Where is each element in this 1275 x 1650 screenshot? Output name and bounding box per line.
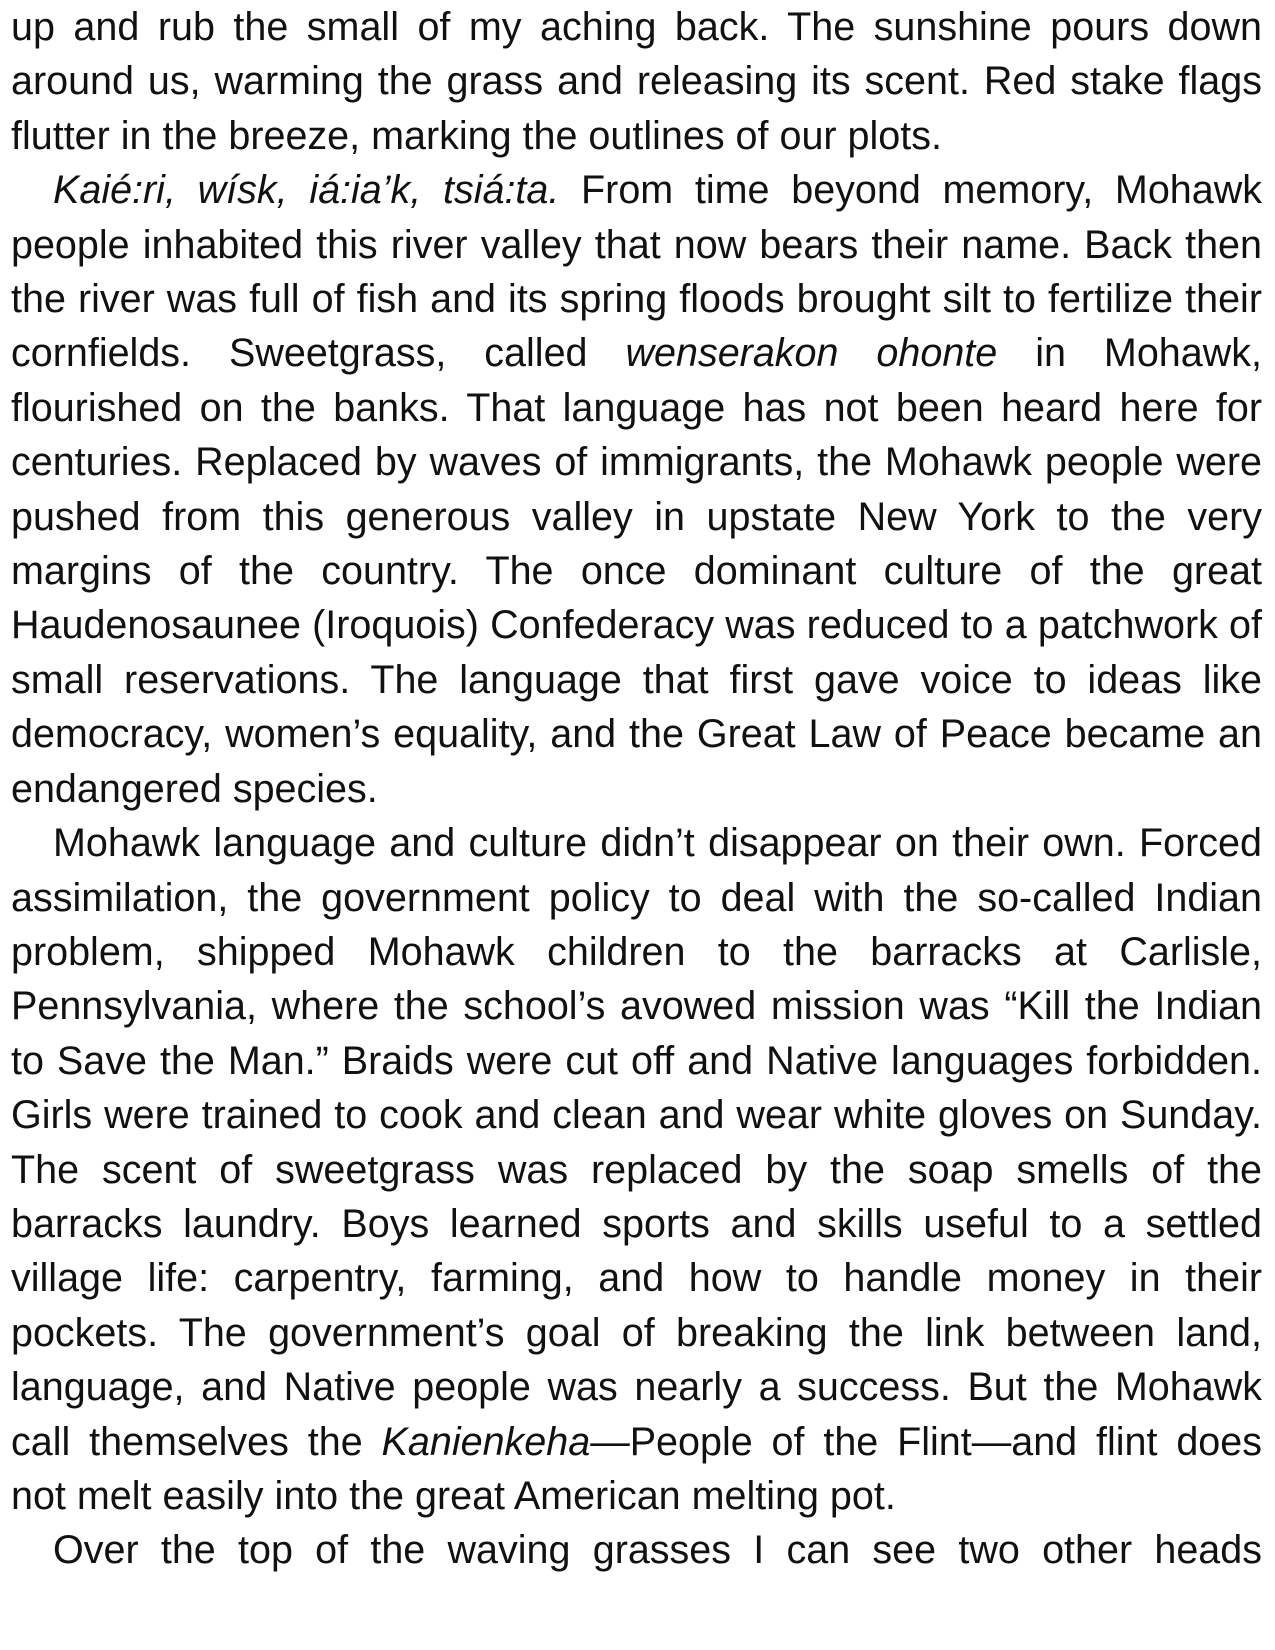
italic-run-kanienkeha: Kanienkeha [381, 1419, 591, 1464]
italic-run-sweetgrass-mohawk: wenserakon ohonte [625, 331, 998, 376]
text-run: in Mohawk, flourished on the banks. That language has not been heard here for centuries. Replaced by waves of immigrants, the Mohawk people were pushed from this generous valley in upstate New York to the very margins of the country. The once dominant culture of the great Haudenosaunee (Iroquois) Confederacy was reduced to a patchwork of small reservations. The language that first gave voice to ideas like democracy, women’s equality, and the Great Law of Peace became an endangered species. [11, 331, 1262, 811]
paragraph-3 [11, 816, 1262, 1523]
paragraph-2 [11, 163, 1262, 816]
text-run: up and rub the small of my aching back. The sunshine pours down around us, warming the grass and releasing its scent. Red stake flags flutter in the breeze, marking the outlines of our plots. [11, 5, 1262, 158]
text-run: Over the top of the waving grasses I can see two other heads [53, 1528, 1262, 1573]
text-run: Mohawk language and culture didn’t disappear on their own. Forced assimilation, the government policy to deal with the so-called Indian problem, shipped Mohawk children to the barracks at Carlisle, Pennsylvania, where the school’s avowed mission was “Kill the Indian to Save the Man.” Braids were cut off and Native languages forbidden. Girls were trained to cook and clean and wear white gloves on Sunday. The scent of sweetgrass was replaced by the soap smells of the barracks laundry. Boys learned sports and skills useful to a settled village life: carpentry, farming, and how to handle money in their pockets. The government’s goal of breaking the link between land, language, and Native people was nearly a success. But the Mohawk call themselves the [11, 821, 1262, 1464]
text-run: From time beyond memory, Mohawk people inhabited this river valley that now bears their name. Back then the river was full of fish and its spring floods brought silt to fertilize their cornfields. Sweetgrass, called [11, 168, 1262, 376]
text-run: —People of the Flint—and flint does not melt easily into the great American melting pot. [11, 1419, 1262, 1518]
book-page [11, 0, 1262, 1578]
italic-run-mohawk-words: Kaié:ri, wísk, iá:ia’k, tsiá:ta. [53, 168, 560, 213]
paragraph-1 [11, 0, 1262, 163]
paragraph-4 [11, 1523, 1262, 1577]
